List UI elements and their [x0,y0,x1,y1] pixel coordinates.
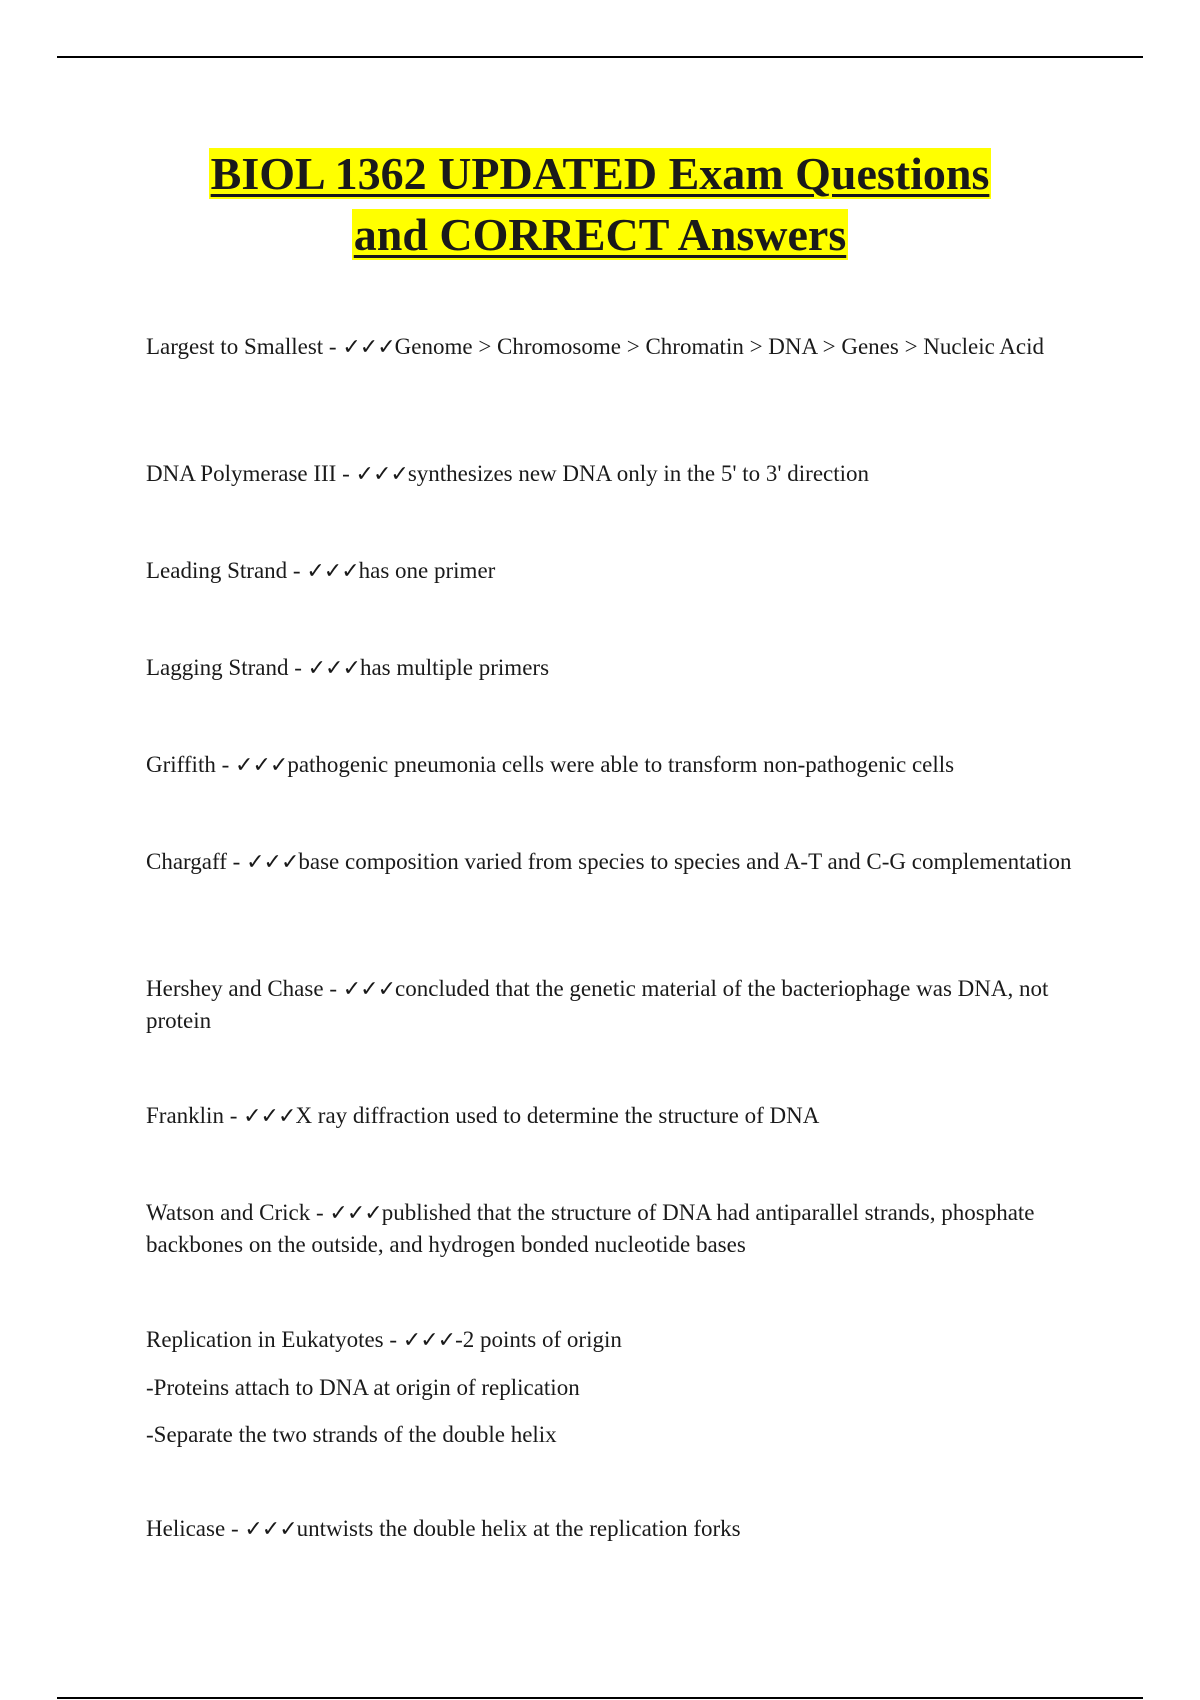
qa-definition: has one primer [358,558,496,583]
qa-term: Franklin [146,1103,224,1128]
qa-definition: Genome > Chromosome > Chromatin > DNA > Genes > Nucleic Acid [394,334,1044,359]
check-icon: ✓✓✓ [243,1104,296,1129]
qa-definition: untwists the double helix at the replication forks [296,1516,741,1541]
qa-term: Lagging Strand [146,655,289,680]
qa-definition: base composition varied from species to species and A-T and C-G complementation [298,849,1072,874]
check-icon: ✓✓✓ [355,462,408,487]
qa-definition: has multiple primers [359,655,550,680]
qa-term: Hershey and Chase [146,976,324,1001]
qa-definition: X ray diffraction used to determine the structure of DNA [295,1103,820,1128]
qa-item: Griffith - ✓✓✓pathogenic pneumonia cells were able to transform non-pathogenic cells [146,752,955,778]
qa-term: Chargaff [146,849,227,874]
qa-item: Helicase - ✓✓✓untwists the double helix at the replication forks [146,1516,741,1542]
qa-term: Replication in Eukatyotes [146,1327,384,1352]
qa-term: Helicase [146,1516,226,1541]
qa-item: DNA Polymerase III - ✓✓✓synthesizes new DNA only in the 5' to 3' direction [146,461,870,487]
check-icon: ✓✓✓ [342,335,395,360]
check-icon: ✓✓✓ [307,656,360,681]
qa-item: Replication in Eukatyotes - ✓✓✓-2 points of origin -Proteins attach to DNA at origin of replication -Separate the two strands of the double helix [146,1324,1076,1450]
qa-item: Watson and Crick - ✓✓✓published that the structure of DNA had antiparallel strands, phosphate backbones on the outside, and hydrogen bonded nucleotide bases [146,1200,1035,1257]
qa-item: Lagging Strand - ✓✓✓has multiple primers [146,655,550,681]
check-icon: ✓✓✓ [402,1328,456,1353]
qa-extra-line: -Proteins attach to DNA at origin of replication [146,1375,580,1400]
qa-item: Franklin - ✓✓✓X ray diffraction used to determine the structure of DNA [146,1103,820,1129]
qa-extra-line: -Separate the two strands of the double helix [146,1422,557,1447]
top-rule [57,56,1143,58]
title-line-2: and CORRECT Answers [353,209,847,260]
title-line-1: BIOL 1362 UPDATED Exam Questions [210,148,990,199]
check-icon: ✓✓✓ [342,977,396,1002]
qa-term: Leading Strand [146,558,288,583]
bottom-rule [57,1697,1143,1699]
qa-definition: -2 points of origin [455,1327,622,1352]
qa-term: Griffith [146,752,216,777]
check-icon: ✓✓✓ [244,1517,297,1542]
qa-term: Watson and Crick [146,1200,311,1225]
check-icon: ✓✓✓ [329,1201,382,1226]
qa-definition: synthesizes new DNA only in the 5' to 3' direction [407,461,870,486]
qa-item: Largest to Smallest - ✓✓✓Genome > Chromosome > Chromatin > DNA > Genes > Nucleic Acid [146,334,1044,360]
qa-item: Leading Strand - ✓✓✓has one primer [146,558,496,584]
qa-term: DNA Polymerase III [146,461,337,486]
qa-item: Hershey and Chase - ✓✓✓concluded that the genetic material of the bacteriophage was DNA, not protein [146,976,1049,1033]
check-icon: ✓✓✓ [246,850,299,875]
page-title [100,143,1100,265]
check-icon: ✓✓✓ [306,559,359,584]
qa-definition: published that the structure of DNA had antiparallel strands, phosphate backbones on the outside, and hydrogen bonded nucleotide bases [146,1200,1035,1257]
check-icon: ✓✓✓ [235,753,288,778]
qa-item: Chargaff - ✓✓✓base composition varied from species to species and A-T and C-G complementation [146,849,1072,875]
qa-term: Largest to Smallest [146,334,324,359]
qa-definition: pathogenic pneumonia cells were able to transform non-pathogenic cells [287,752,955,777]
qa-definition: concluded that the genetic material of the bacteriophage was DNA, not protein [146,976,1049,1033]
